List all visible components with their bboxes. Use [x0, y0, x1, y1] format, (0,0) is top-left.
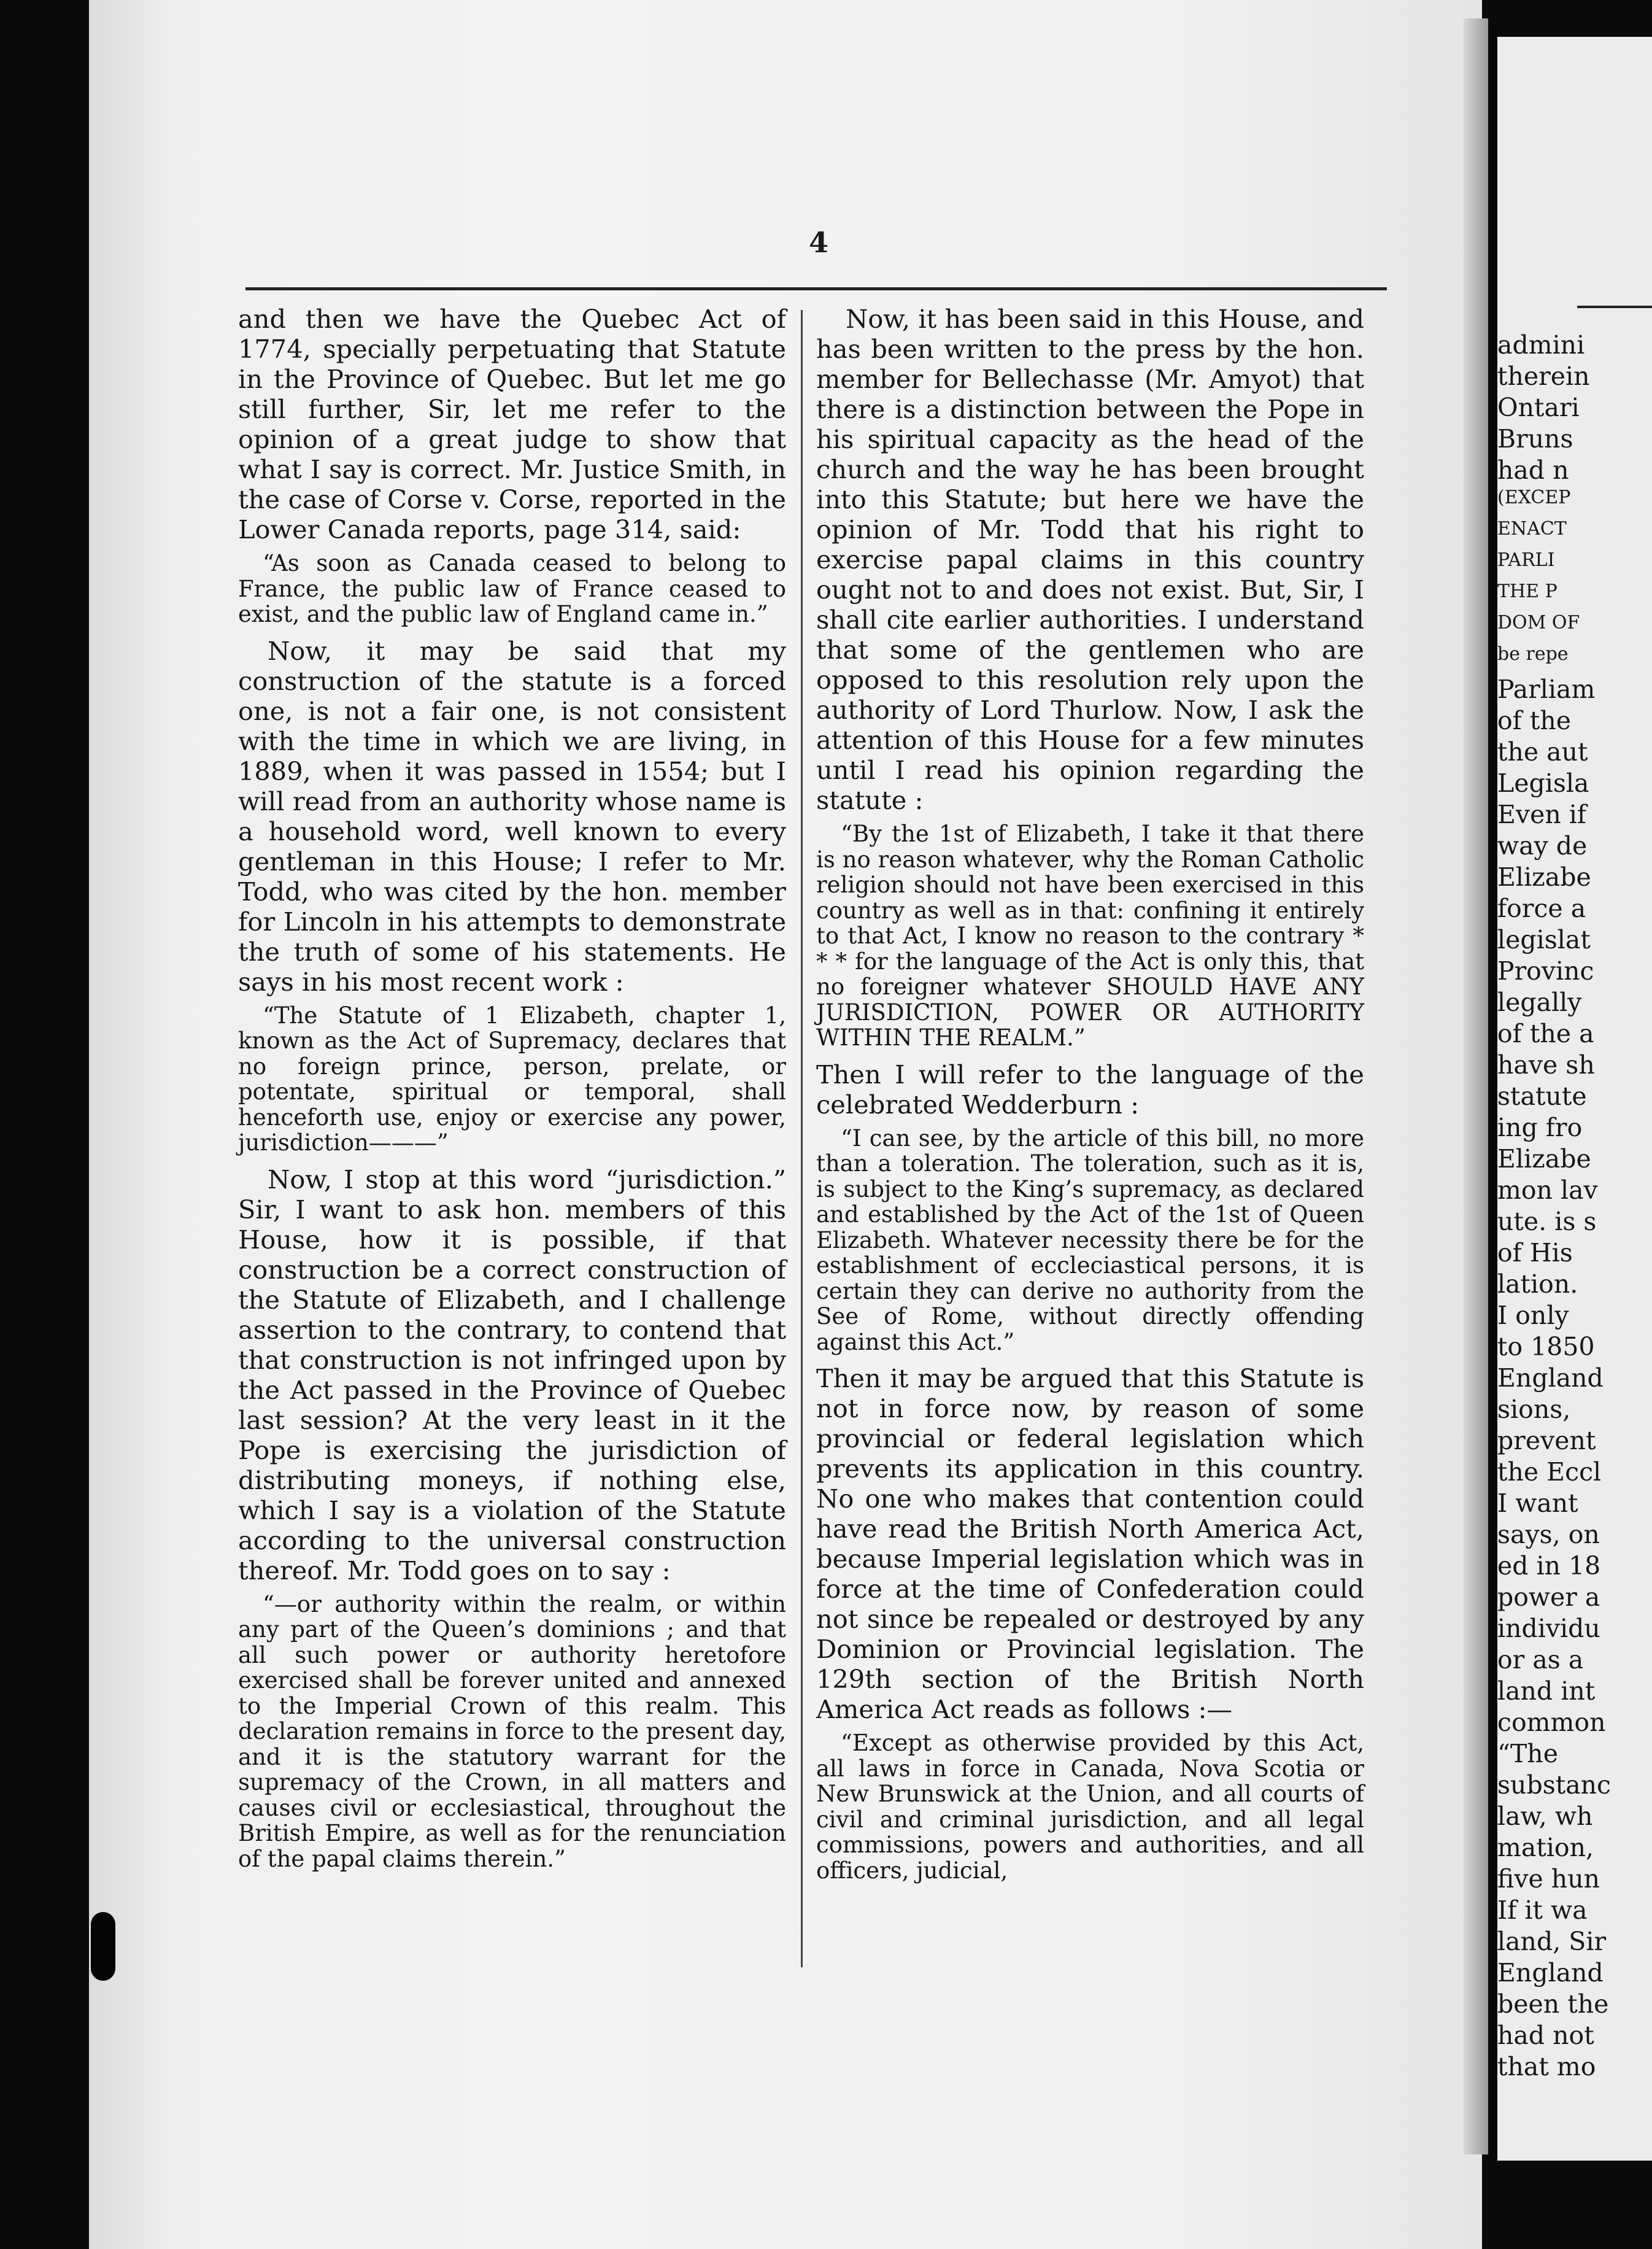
adjacent-page-fragment: sions, [1497, 1395, 1571, 1424]
adjacent-page-fragment: If it wa [1497, 1895, 1588, 1925]
adjacent-page-fragment: DOM OF [1497, 612, 1580, 633]
adjacent-page-fragment: had n [1497, 455, 1569, 485]
adjacent-page-fragment: Elizabe [1497, 1144, 1591, 1174]
adjacent-page-fragment: ute. is s [1497, 1207, 1597, 1236]
adjacent-page-fragment: England [1497, 1363, 1604, 1393]
adjacent-page-fragment: Ontari [1497, 393, 1580, 422]
adjacent-page-fragment: of the [1497, 706, 1572, 735]
block-quote: “As soon as Canada ceased to belong to France, the public law of France ceased to exist, and the public law of England came in.” [238, 550, 786, 627]
adjacent-page-fragment: lation. [1497, 1269, 1578, 1299]
right-column [816, 304, 1364, 1892]
adjacent-page-fragment: way de [1497, 831, 1588, 861]
adjacent-page-fragment: “The [1497, 1739, 1558, 1768]
adjacent-page-fragment: individu [1497, 1614, 1600, 1643]
paragraph: Now, it has been said in this House, and has been written to the press by the hon. member for Bellechasse (Mr. Amyot) that there is a distinction between the Pope in his spiritual capacity as the head of the church and the way he has been brought into this Statute; but here we have the opinion of Mr. Todd that his right to exercise papal claims in this country ought not to and does not exist. But, Sir, I shall cite earlier authorities. I understand that some of the gentlemen who are opposed to this resolution rely upon the authority of Lord Thurlow. Now, I ask the attention of this House for a few minutes until I read his opinion regarding the statute : [816, 304, 1364, 815]
adjacent-page-fragment: Even if [1497, 800, 1587, 829]
left-column [238, 304, 786, 1880]
adjacent-page-fragment: Parliam [1497, 675, 1596, 704]
page-fold [1464, 18, 1488, 2154]
adjacent-page-fragment: land, Sir [1497, 1927, 1607, 1956]
adjacent-page-fragment: legally [1497, 988, 1582, 1017]
block-quote: “—or authority within the realm, or within any part of the Queen’s dominions ; and that all such power or authority heretofore exercised shall be forever united and annexed to the Imperial Crown of this realm. This declaration remains in force to the present day, and it is the statutory warrant for the supremacy of the Crown, in all matters and causes civil or ecclesiastical, throughout the British Empire, as well as for the renunciation of the papal claims therein.” [238, 1590, 786, 1872]
adjacent-page-fragment: prevent [1497, 1426, 1596, 1455]
adjacent-page-fragment: mon lav [1497, 1175, 1598, 1205]
block-quote: “The Statute of 1 Elizabeth, chapter 1, known as the Act of Supremacy, declares that no foreign prince, person, prelate, or potentate, spiritual or temporal, shall henceforth use, enjoy or exercise any power, jurisdiction———” [238, 1002, 786, 1156]
adjacent-page-fragment: that mo [1497, 2052, 1596, 2081]
adjacent-page-fragment: the aut [1497, 737, 1588, 767]
binding-hole [91, 1912, 115, 1981]
paragraph: Now, it may be said that my construction of the statute is a forced one, is not a fair one, is not consistent with the time in which we are living, in 1889, when it was passed in 1554; but I will read from an authority whose name is a household word, well known to every gentleman in this House; I refer to Mr. Todd, who was cited by the hon. member for Lincoln in his attempts to demonstrate the truth of some of his statements. He says in his most recent work : [238, 635, 786, 997]
adjacent-page-fragment: (EXCEP [1497, 487, 1571, 508]
adjacent-page-fragment: land int [1497, 1676, 1596, 1706]
adjacent-page-fragment: I only [1497, 1301, 1569, 1330]
block-quote: “I can see, by the article of this bill, no more than a toleration. The toleration, such as it is, is subject to the King’s supremacy, as declared and established by the Act of the 1st of Queen Elizabeth. Whatever necessity there be for the establishment of eccleciastical persons, it is certain they can derive no authority from the See of Rome, without directly offending against this Act.” [816, 1124, 1364, 1355]
adjacent-page-fragment: therein [1497, 362, 1590, 391]
adjacent-page-fragment: ing fro [1497, 1113, 1583, 1142]
adjacent-page-fragment: THE P [1497, 581, 1557, 602]
adjacent-page-fragment: ed in 18 [1497, 1551, 1601, 1581]
paragraph: Then it may be argued that this Statute is not in force now, by reason of some provincial or federal legislation which prevents its application in this country. No one who makes that contention could have read the British North America Act, because Imperial legislation which was in force at the time of Confederation could not since be repealed or destroyed by any Dominion or Provincial legislation. The 129th section of the British North America Act reads as follows :— [816, 1363, 1364, 1724]
adjacent-page-fragment: legislat [1497, 925, 1591, 954]
header-rule [245, 287, 1387, 290]
block-quote: “By the 1st of Elizabeth, I take it that there is no reason whatever, why the Roman Catholic religion should not have been exercised in this country as well as in that: confining it entirely to that Act, I know no reason to the contrary * * * for the language of the Act is only this, that no foreigner whatever SHOULD HAVE ANY JURISDICTION, POWER OR AUTHORITY WITHIN THE REALM.” [816, 821, 1364, 1051]
adjacent-page-fragment: statute [1497, 1082, 1587, 1111]
adjacent-page-fragment: to 1850 [1497, 1332, 1595, 1361]
paragraph: Now, I stop at this word “jurisdiction.” Sir, I want to ask hon. members of this House, how it is possible, if that construction be a correct construction of the Statute of Elizabeth, and I challenge assertion to the contrary, to contend that that construction is not infringed upon by the Act passed in the Province of Quebec last session? At the very least in it the Pope is exercising the jurisdiction of distributing moneys, if nothing else, which I say is a violation of the Statute according to the universal construction thereof. Mr. Todd goes on to say : [238, 1164, 786, 1585]
adjacent-page-fragment: substanc [1497, 1770, 1611, 1800]
adjacent-page-fragment: Provinc [1497, 956, 1594, 986]
adjacent-page-fragment: Bruns [1497, 424, 1573, 454]
adjacent-page-fragment: law, wh [1497, 1802, 1593, 1831]
adjacent-page-fragment: the Eccl [1497, 1457, 1602, 1487]
adjacent-page-fragment: England [1497, 1958, 1604, 1988]
adjacent-page-fragment: have sh [1497, 1050, 1595, 1080]
adjacent-page-fragment: power a [1497, 1582, 1600, 1612]
column-divider [801, 310, 803, 1967]
adjacent-page-fragment: PARLI [1497, 549, 1555, 571]
adjacent-page-fragment: ENACT [1497, 518, 1567, 540]
paragraph: Then I will refer to the language of the celebrated Wedderburn : [816, 1059, 1364, 1120]
adjacent-page-fragment: admini [1497, 330, 1585, 360]
adjacent-page-fragment: common [1497, 1708, 1606, 1737]
adjacent-page [1497, 37, 1652, 2161]
adjacent-page-fragment: Elizabe [1497, 862, 1591, 892]
block-quote: “Except as otherwise provided by this Act, all laws in force in Canada, Nova Scotia or New Brunswick at the Union, and all courts of civil and criminal jurisdiction, and all legal commissions, powers and authorities, and all officers, judicial, [816, 1730, 1364, 1884]
adjacent-page-fragment: mation, [1497, 1833, 1594, 1862]
adjacent-page-fragment: or as a [1497, 1645, 1584, 1674]
adjacent-page-fragment: of His [1497, 1238, 1573, 1268]
adjacent-page-fragment: be repe [1497, 643, 1569, 665]
adjacent-page-fragment: been the [1497, 1989, 1609, 2019]
adjacent-page-fragment: I want [1497, 1488, 1578, 1518]
adjacent-page-fragment: says, on [1497, 1520, 1600, 1549]
page-number: 4 [808, 226, 828, 259]
adjacent-page-fragment: five hun [1497, 1864, 1600, 1894]
adjacent-page-fragment: of the a [1497, 1019, 1594, 1048]
paragraph: and then we have the Quebec Act of 1774, specially perpetuating that Statute in the Province of Quebec. But let me go still further, Sir, let me refer to the opinion of a great judge to show that what I say is correct. Mr. Justice Smith, in the case of Corse v. Corse, reported in the Lower Canada reports, page 314, said: [238, 304, 786, 544]
adjacent-page-rule [1577, 306, 1652, 308]
adjacent-page-fragment: force a [1497, 894, 1586, 923]
adjacent-page-fragment: had not [1497, 2021, 1594, 2050]
adjacent-page-fragment: Legisla [1497, 768, 1589, 798]
